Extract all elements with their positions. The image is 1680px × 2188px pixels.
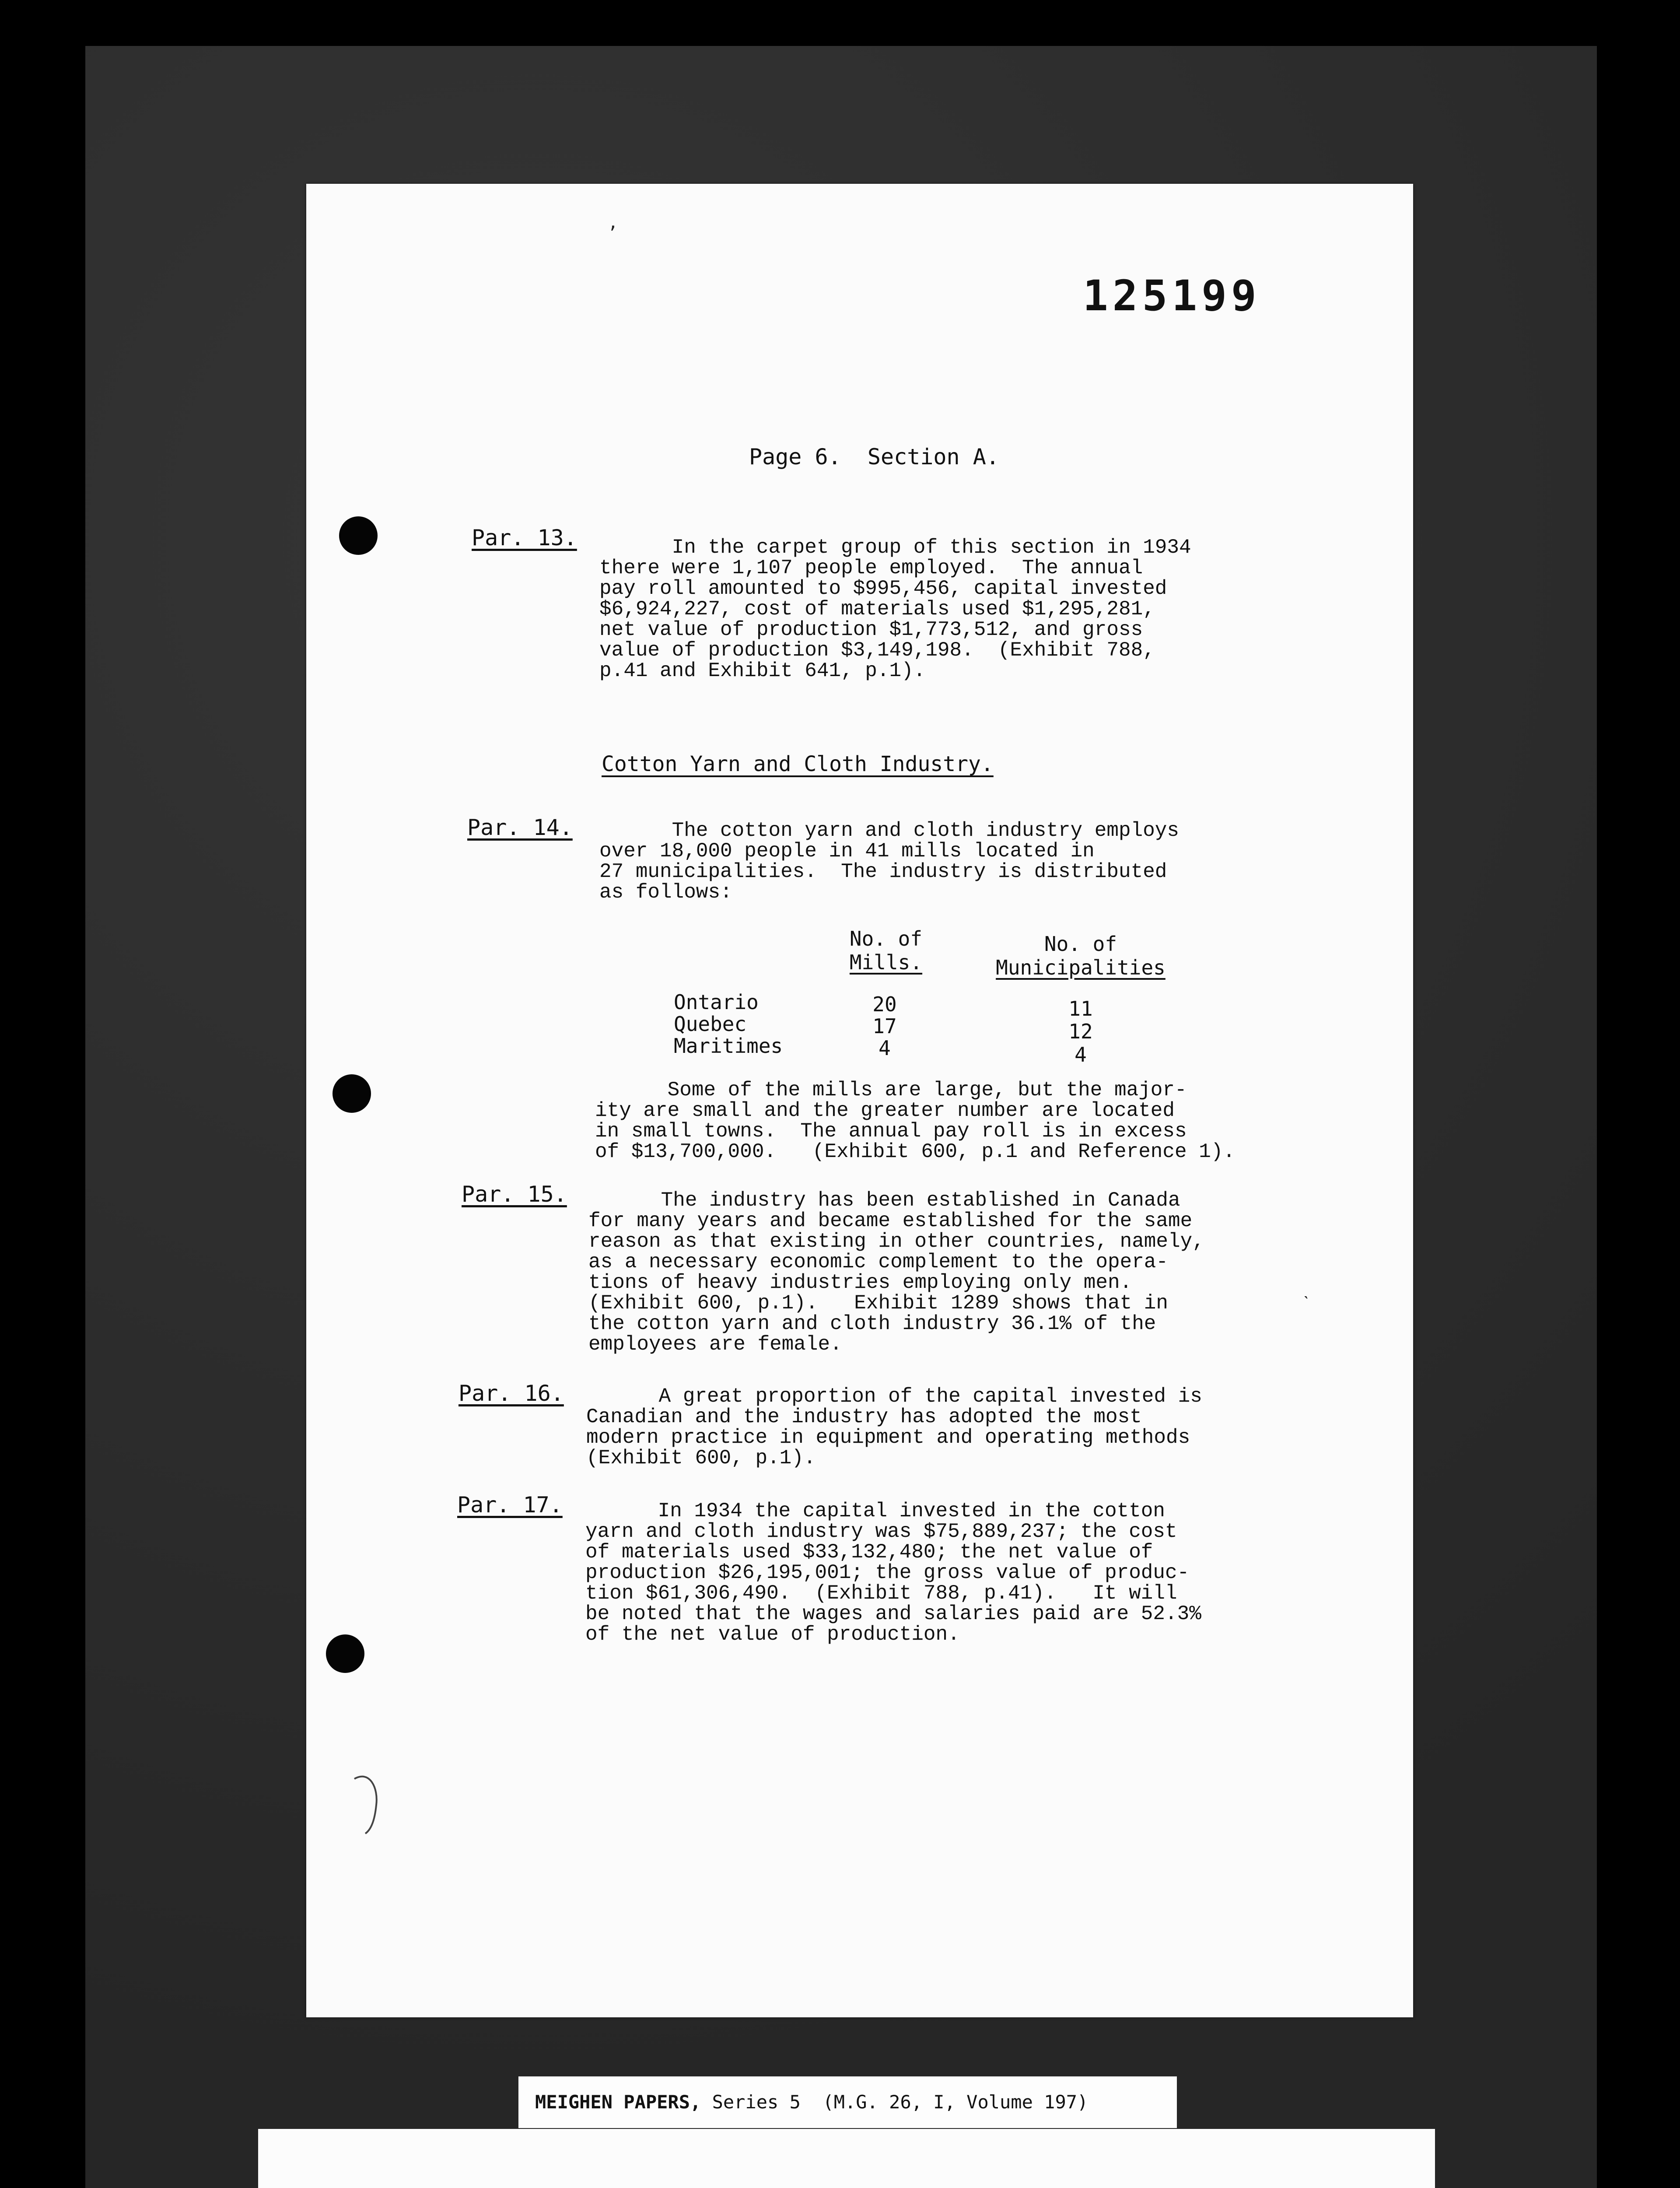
table-cell-municipalities: 4	[1074, 1043, 1087, 1066]
table-header-municipalities	[980, 932, 1181, 979]
page-heading: Page 6. Section A.	[749, 444, 999, 470]
archive-reference-tag	[518, 2076, 1177, 2128]
paragraph-14	[599, 820, 1179, 903]
table-row-name: Ontario	[674, 990, 759, 1014]
paragraph-label: Par. 17.	[457, 1492, 563, 1518]
paragraph-label: Par. 16.	[458, 1381, 564, 1406]
paragraph-17	[585, 1501, 1201, 1645]
text-line: employees are female.	[588, 1333, 842, 1356]
table-cell-mills: 4	[878, 1036, 891, 1060]
table-cell-mills: 20	[872, 992, 897, 1016]
text-line: tion $61,306,490. (Exhibit 788, p.41). It will	[585, 1582, 1177, 1605]
paragraph-16	[586, 1386, 1202, 1469]
archive-collection-name: MEIGHEN PAPERS,	[535, 2091, 701, 2113]
text-line: be noted that the wages and salaries paid are 52.3%	[585, 1602, 1201, 1625]
text-line: of the net value of production.	[585, 1623, 960, 1646]
punch-hole	[339, 516, 378, 555]
text-line: (Exhibit 600, p.1). Exhibit 1289 shows that in	[588, 1292, 1169, 1315]
text-line: ity are small and the greater number are located	[595, 1099, 1175, 1122]
paragraph-label: Par. 15.	[462, 1182, 567, 1207]
text-line: as follows:	[599, 881, 732, 904]
archives-banner	[258, 2129, 1435, 2188]
text-line: production $26,195,001; the gross value of produc-	[585, 1561, 1190, 1584]
text-line: the cotton yarn and cloth industry 36.1% of the	[588, 1312, 1156, 1335]
table-cell-mills: 17	[872, 1014, 897, 1038]
text-line: p.41 and Exhibit 641, p.1).	[599, 659, 926, 682]
text-line: over 18,000 people in 41 mills located in	[599, 840, 1095, 863]
text-line: 27 municipalities. The industry is distributed	[599, 860, 1167, 883]
text-line: as a necessary economic complement to the opera-	[588, 1251, 1169, 1273]
paragraph-label: Par. 13.	[472, 525, 577, 551]
punch-hole	[326, 1634, 364, 1673]
table-cell-municipalities: 12	[1068, 1020, 1093, 1043]
table-header-line: No. of	[1044, 932, 1117, 956]
text-line: of materials used $33,132,480; the net value of	[585, 1541, 1153, 1564]
stray-mark: ˋ	[1302, 1293, 1312, 1313]
document-stamp-number: 125199	[1083, 271, 1261, 320]
text-line: reason as that existing in other countries, namely,	[588, 1230, 1204, 1253]
text-line: (Exhibit 600, p.1).	[586, 1447, 816, 1469]
text-line: In 1934 the capital invested in the cotton	[585, 1500, 1166, 1522]
text-line: yarn and cloth industry was $75,889,237; the cost	[585, 1520, 1177, 1543]
text-line: value of production $3,149,198. (Exhibit 788,	[599, 639, 1155, 662]
text-line: net value of production $1,773,512, and gross	[599, 618, 1143, 641]
text-line: The industry has been established in Canada	[588, 1189, 1180, 1212]
table-header-line: Municipalities	[996, 956, 1166, 979]
text-line: Some of the mills are large, but the major-	[595, 1079, 1187, 1101]
table-row-name: Quebec	[674, 1012, 747, 1036]
paragraph-15	[588, 1190, 1204, 1355]
text-line: in small towns. The annual pay roll is in excess	[595, 1120, 1187, 1143]
punch-hole	[332, 1074, 371, 1113]
table-header-mills	[833, 927, 938, 974]
text-line: pay roll amounted to $995,456, capital invested	[599, 577, 1167, 600]
pencil-mark	[352, 1770, 392, 1836]
text-line: for many years and became established for the same	[588, 1210, 1193, 1232]
table-header-line: No. of	[849, 927, 923, 950]
archive-reference-details: Series 5 (M.G. 26, I, Volume 197)	[701, 2091, 1088, 2113]
paragraph-14-continued	[595, 1080, 1235, 1162]
text-line: The cotton yarn and cloth industry employs	[599, 819, 1180, 842]
text-line: modern practice in equipment and operating methods	[586, 1426, 1190, 1449]
text-line: Canadian and the industry has adopted the most	[586, 1406, 1142, 1428]
text-line: $6,924,227, cost of materials used $1,295,281,	[599, 598, 1155, 621]
section-heading: Cotton Yarn and Cloth Industry.	[602, 752, 994, 776]
table-header-line: Mills.	[849, 950, 923, 974]
table-cell-municipalities: 11	[1068, 997, 1093, 1020]
paragraph-13	[599, 537, 1191, 681]
stray-mark: ʼ	[607, 223, 618, 243]
text-line: In the carpet group of this section in 1934	[599, 536, 1191, 559]
table-row-name: Maritimes	[674, 1034, 783, 1058]
text-line: A great proportion of the capital invested is	[586, 1385, 1202, 1408]
text-line: tions of heavy industries employing only men.	[588, 1271, 1132, 1294]
text-line: of $13,700,000. (Exhibit 600, p.1 and Reference 1).	[595, 1140, 1236, 1163]
paragraph-label: Par. 14.	[467, 815, 573, 840]
text-line: there were 1,107 people employed. The annual	[599, 557, 1143, 579]
